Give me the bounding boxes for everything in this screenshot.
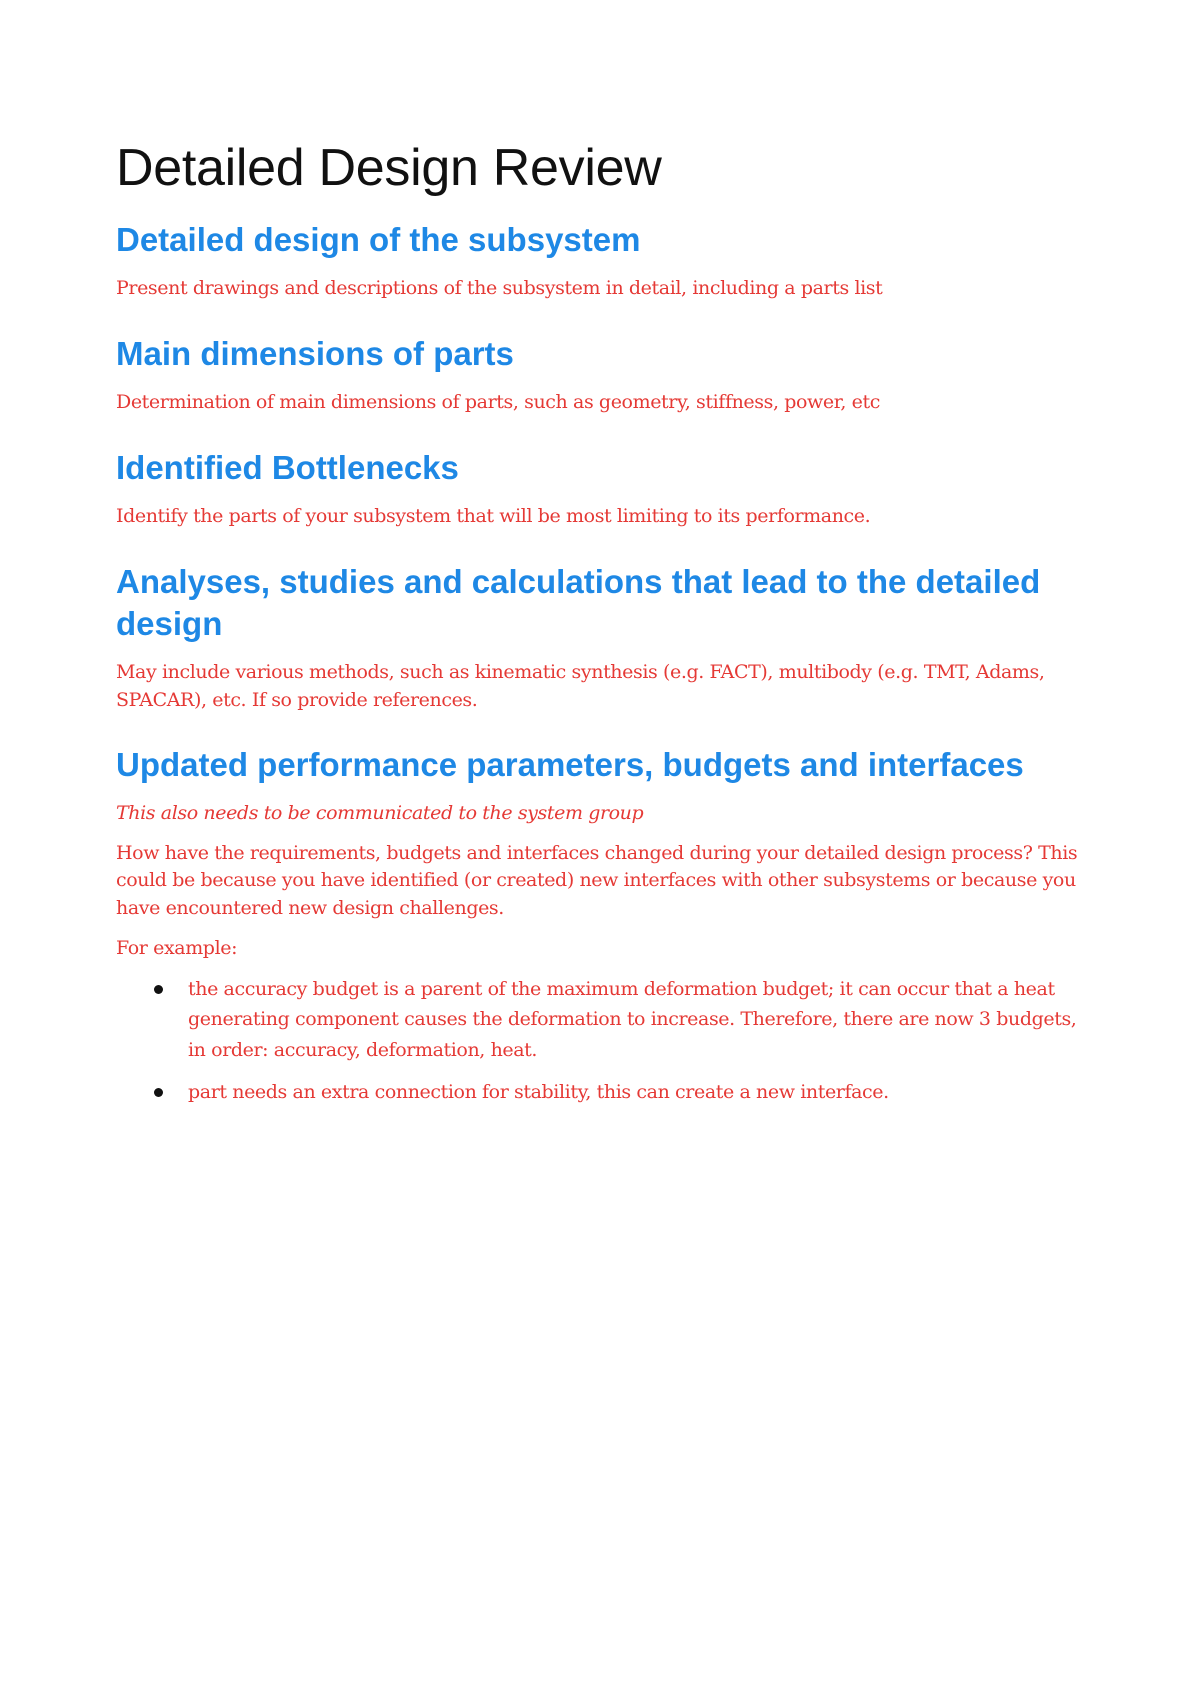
example-list: [116, 974, 1096, 1108]
list-item-text: the accuracy budget is a parent of the maximum deformation budget; it can occur that a heat generating component causes the deformation to increase. Therefore, there are now 3 budgets, in order: accuracy, deformation, heat.: [188, 978, 1077, 1061]
bullet-icon: [154, 985, 163, 994]
section-analyses: [116, 561, 1096, 715]
section-updated-parameters: [116, 744, 1096, 1108]
section-text: Determination of main dimensions of parts, such as geometry, stiffness, power, etc: [116, 391, 880, 414]
section-note: This also needs to be communicated to the system group: [116, 802, 644, 825]
list-item-text: part needs an extra connection for stability, this can create a new interface.: [188, 1081, 889, 1104]
section-text: May include various methods, such as kinematic synthesis (e.g. FACT), multibody (e.g. TMT, Adams, SPACAR), etc. If so provide references.: [116, 661, 1045, 711]
section-main-dimensions: [116, 333, 1096, 417]
section-detailed-design: [116, 219, 1096, 303]
section-text: Identify the parts of your subsystem that will be most limiting to its performance.: [116, 504, 871, 527]
section-heading: Analyses, studies and calculations that lead to the detailed design: [116, 562, 1041, 642]
section-heading: Updated performance parameters, budgets and interfaces: [116, 746, 1024, 784]
example-intro: For example:: [116, 936, 238, 959]
section-text: Present drawings and descriptions of the subsystem in detail, including a parts list: [116, 277, 883, 300]
section-heading: Identified Bottlenecks: [116, 448, 459, 486]
list-item: [116, 974, 1096, 1065]
bullet-icon: [154, 1088, 163, 1097]
document-page: [116, 140, 1096, 1120]
section-text: How have the requirements, budgets and interfaces changed during your detailed design process? This could be because you have identified (or created) new interfaces with other subsystems or because you have encountered new design challenges.: [116, 841, 1078, 919]
section-bottlenecks: [116, 447, 1096, 531]
list-item: [116, 1077, 1096, 1107]
section-heading: Main dimensions of parts: [116, 334, 514, 372]
document-title: Detailed Design Review: [116, 139, 662, 197]
section-heading: Detailed design of the subsystem: [116, 221, 641, 259]
